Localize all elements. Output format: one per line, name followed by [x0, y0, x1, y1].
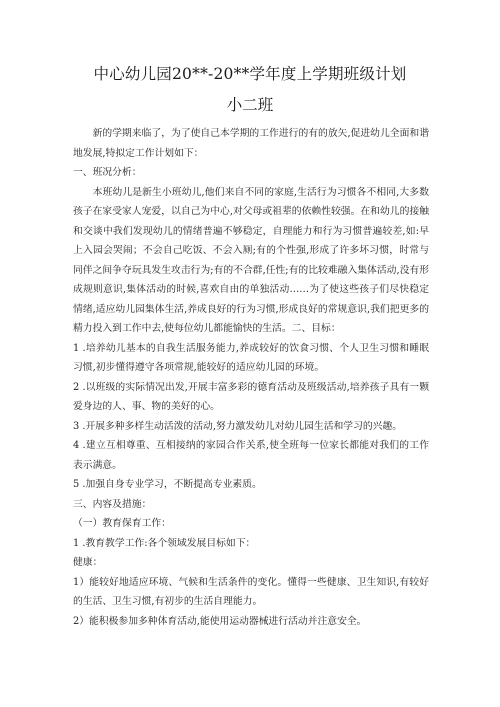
body-paragraph: 本班幼儿是新生小班幼儿,他们来自不同的家庭,生活行为习惯各不相同,大多数孩子在家受家人宠爱，以自己为中心,对父母或祖辈的依赖性较强。在和幼儿的接触和交谈中我们发现幼儿的情绪普遍不够稳定，自理能力和行为习惯普遍较差,如:早上入园会哭闹；不会自己吃饭、不会入厕;有的个性强,形成了许多坏习惯，时常与同伴之间争夺玩具发生攻击行为;有的不合群,任性;有的比较难融入集体活动,没有形成规则意识,集体活动的时候,喜欢自由的单独活动……为了使这些孩子们尽快稳定情绪,适应幼儿园集体生活,养成良好的行为习惯,形成良好的常规意识,我们把更多的精力投入到工作中去,使每位幼儿都能愉快的生活。二、目标：	[73, 186, 429, 334]
body-paragraph: 4 .建立互相尊重、互相接纳的家园合作关系,使全班每一位家长都能对我们的工作表示满意。	[73, 440, 429, 471]
document-title: 中心幼儿园20**-20**学年度上学期班级计划	[93, 65, 407, 83]
body-paragraph: 健康：	[73, 557, 103, 568]
document-body	[73, 124, 429, 631]
body-paragraph: 三、内容及措施：	[73, 498, 152, 510]
body-paragraph: （一）教育保育工作：	[73, 518, 171, 529]
body-paragraph: 1 .培养幼儿基本的自我生活服务能力,养成较好的饮食习惯、个人卫生习惯和睡眠习惯,初步懂得遵守各项常规,能较好的适应幼儿园的环境。	[73, 342, 429, 373]
body-paragraph: 5 .加强自身专业学习，不断提高专业素质。	[73, 479, 262, 490]
body-paragraph: 2）能积极参加多种体育活动,能使用运动器械进行活动并注意安全。	[73, 615, 367, 627]
body-paragraph: 1 .教育教学工作:各个领域发展目标如下：	[73, 537, 256, 549]
body-paragraph: 3 .开展多种多样生动活泼的活动,努力激发幼儿对幼儿园生活和学习的兴趣。	[73, 420, 403, 432]
body-paragraph: 新的学期来临了，为了使自己本学期的工作进行的有的放矢,促进幼儿全面和谐地发展,特拟定工作计划如下：	[73, 128, 429, 159]
body-paragraph: 1）能较好地适应环境、气候和生活条件的变化。懂得一些健康、卫生知识,有较好的生活、卫生习惯,有初步的生活自理能力。	[73, 576, 429, 607]
body-paragraph: 2 .以班级的实际情况出发,开展丰富多彩的德育活动及班级活动,培养孩子具有一颗爱身边的人、事、物的美好的心。	[73, 381, 429, 412]
body-paragraph: 一、班况分析：	[73, 167, 142, 178]
class-name-subtitle: 小二班	[226, 96, 274, 114]
